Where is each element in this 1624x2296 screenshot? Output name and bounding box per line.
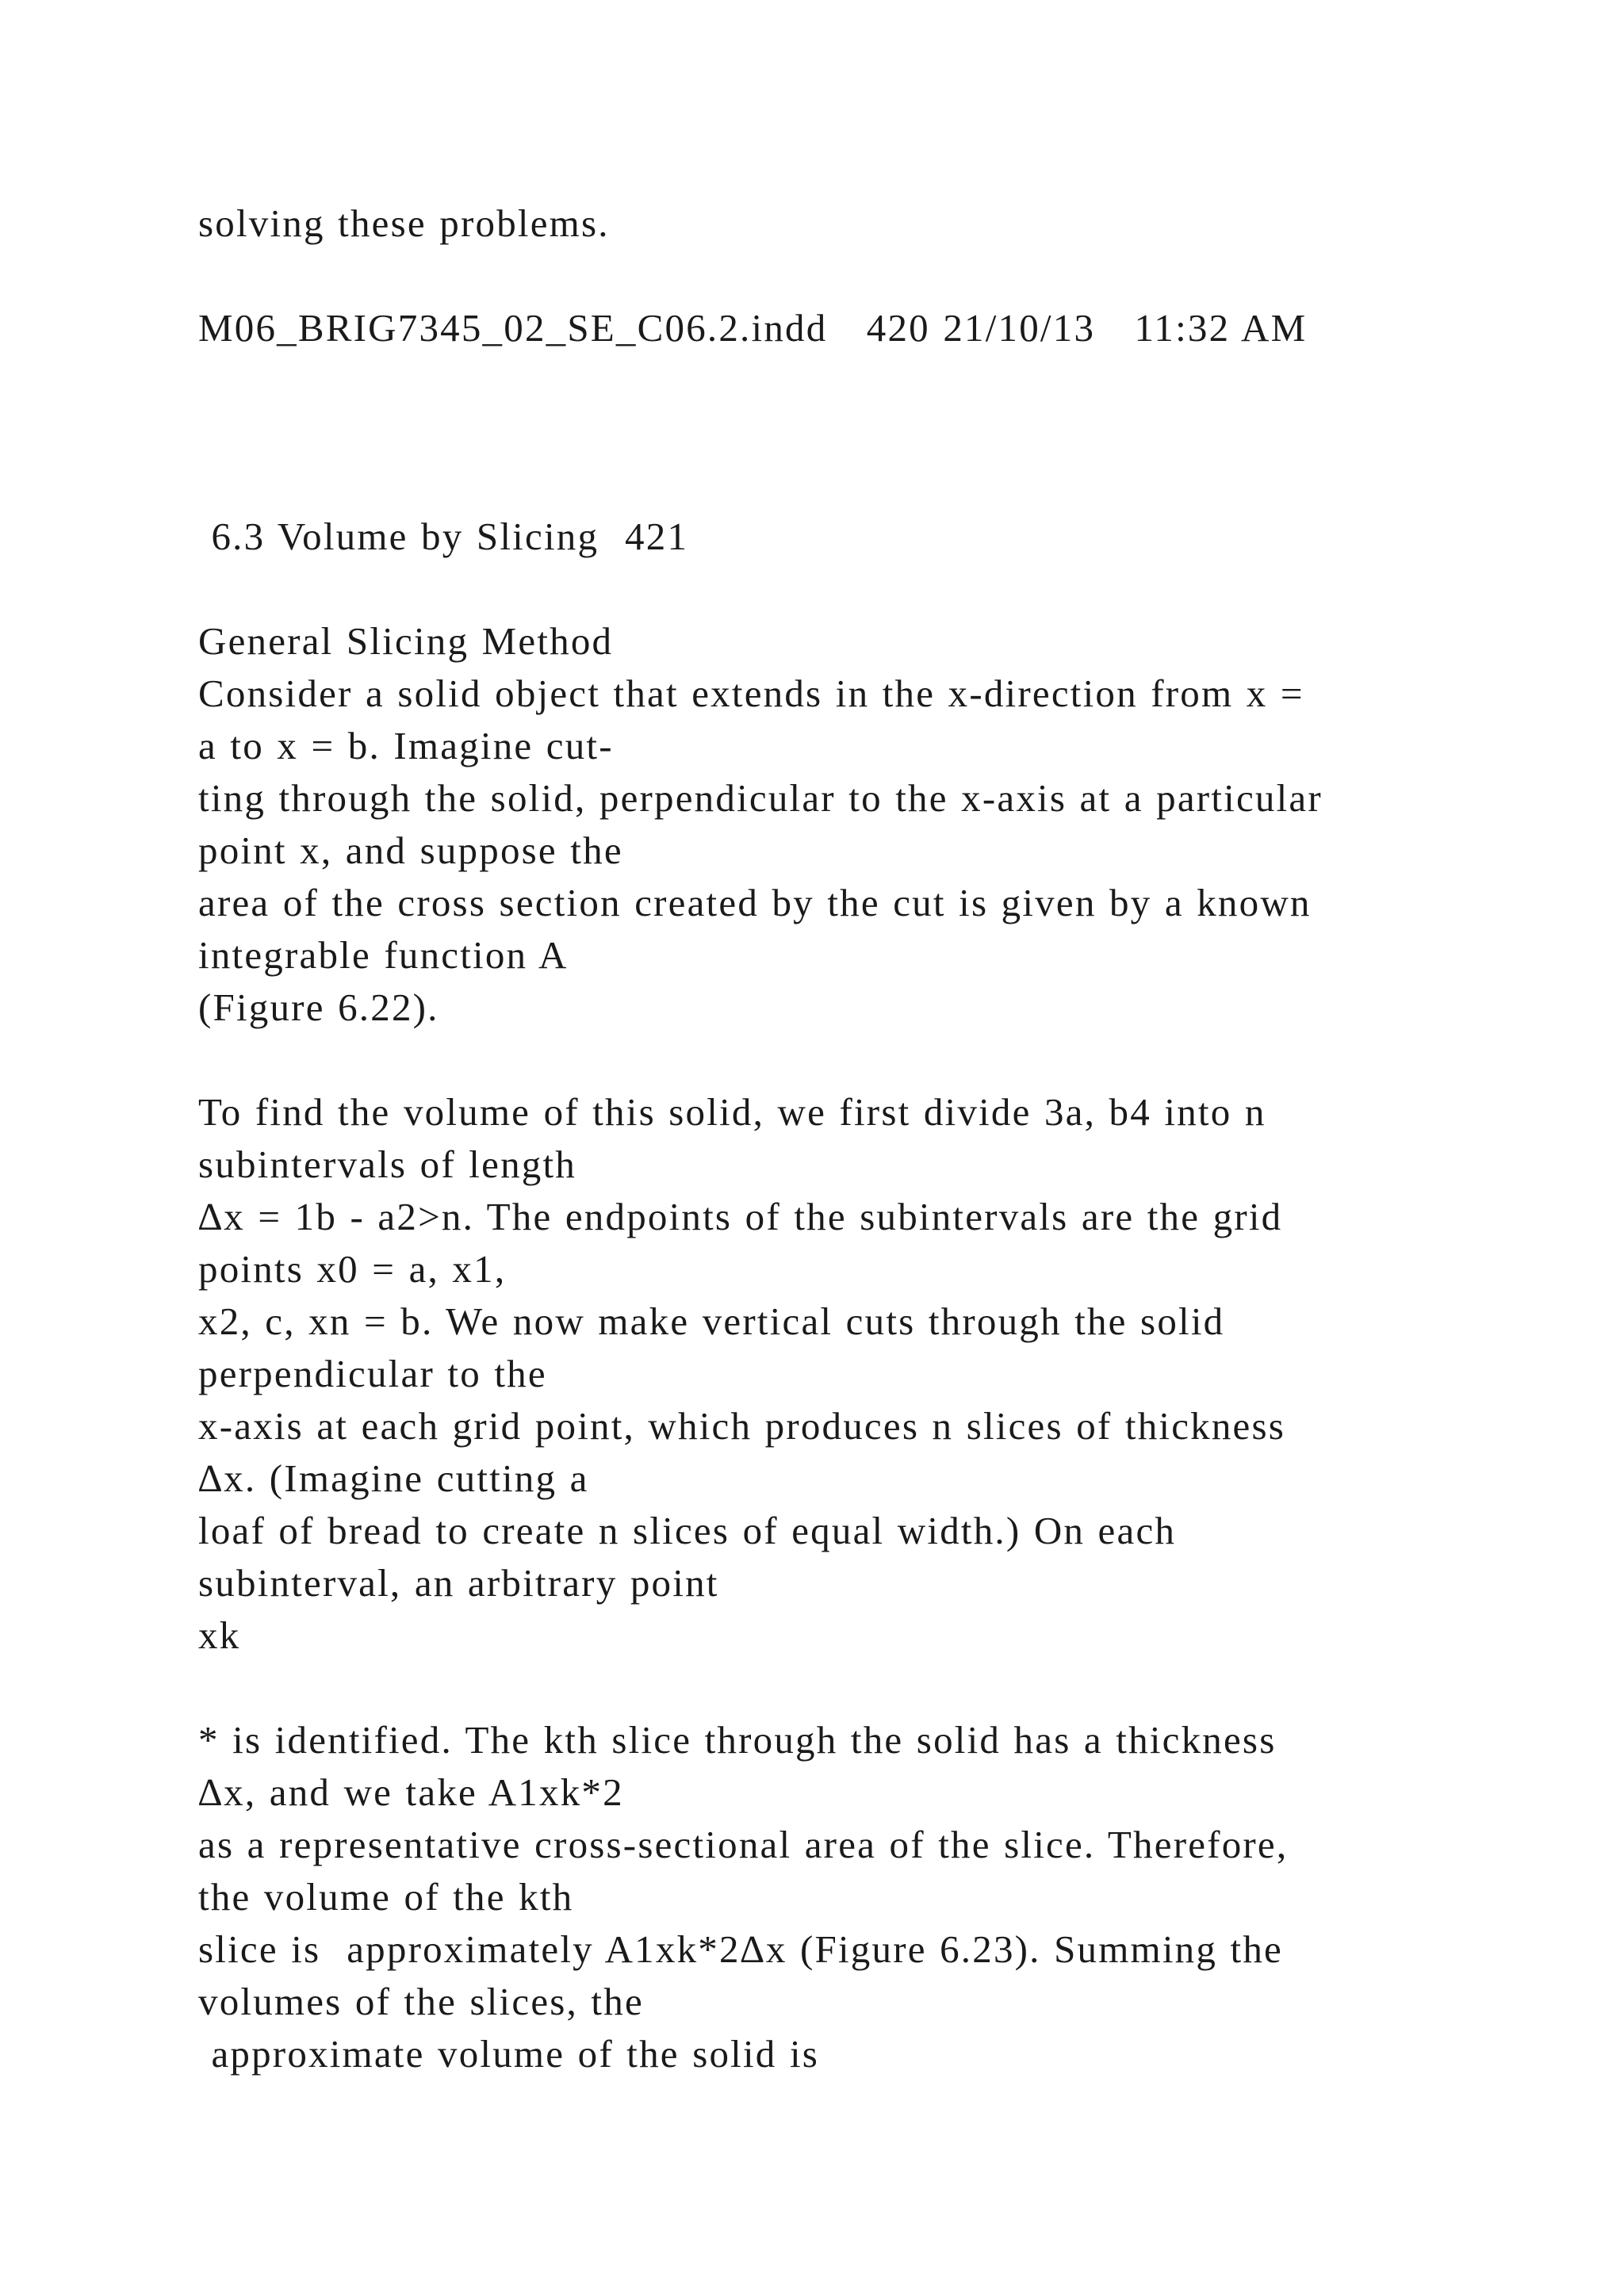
text-line: subintervals of length <box>198 1142 576 1186</box>
text-line: volumes of the slices, the <box>198 1980 644 2023</box>
text-line: xk <box>198 1613 241 1657</box>
text-line: as a representative cross-sectional area of the slice. Therefore, <box>198 1823 1289 1866</box>
text-line: ∆x = 1b - a2>n. The endpoints of the subintervals are the grid <box>198 1195 1283 1238</box>
text-line: area of the cross section created by the cut is given by a known <box>198 881 1312 924</box>
text-line: slice is approximately A1xk*2∆x (Figure 6.23). Summing the <box>198 1927 1283 1971</box>
text-line: approximate volume of the solid is <box>198 2032 820 2076</box>
text-line: (Figure 6.22). <box>198 985 439 1029</box>
text-line: loaf of bread to create n slices of equal width.) On each <box>198 1509 1177 1552</box>
text-line: ∆x, and we take A1xk*2 <box>198 1770 624 1814</box>
text-line: integrable function A <box>198 933 569 977</box>
text-line: ∆x. (Imagine cutting a <box>198 1456 589 1500</box>
section-heading: General Slicing Method <box>198 619 614 663</box>
text-line: points x0 = a, x1, <box>198 1247 507 1291</box>
running-header: 6.3 Volume by Slicing 421 <box>198 515 689 558</box>
text-line: * is identified. The kth slice through the solid has a thickness <box>198 1718 1277 1762</box>
text-line: perpendicular to the <box>198 1352 547 1395</box>
text-line: x-axis at each grid point, which produces n slices of thickness <box>198 1404 1286 1448</box>
text-line: point x, and suppose the <box>198 828 623 872</box>
text-line: a to x = b. Imagine cut- <box>198 724 614 767</box>
text-line: x2, c, xn = b. We now make vertical cuts through the solid <box>198 1299 1225 1343</box>
file-footer-line: M06_BRIG7345_02_SE_C06.2.indd 420 21/10/13 11:32 AM <box>198 306 1308 350</box>
text-line: To find the volume of this solid, we first divide 3a, b4 into n <box>198 1090 1266 1134</box>
text-line: ting through the solid, perpendicular to the x-axis at a particular <box>198 776 1323 820</box>
text-line: Consider a solid object that extends in the x-direction from x = <box>198 672 1304 715</box>
text-line: solving these problems. <box>198 201 610 245</box>
text-line: subinterval, an arbitrary point <box>198 1561 719 1605</box>
text-line: the volume of the kth <box>198 1875 574 1919</box>
